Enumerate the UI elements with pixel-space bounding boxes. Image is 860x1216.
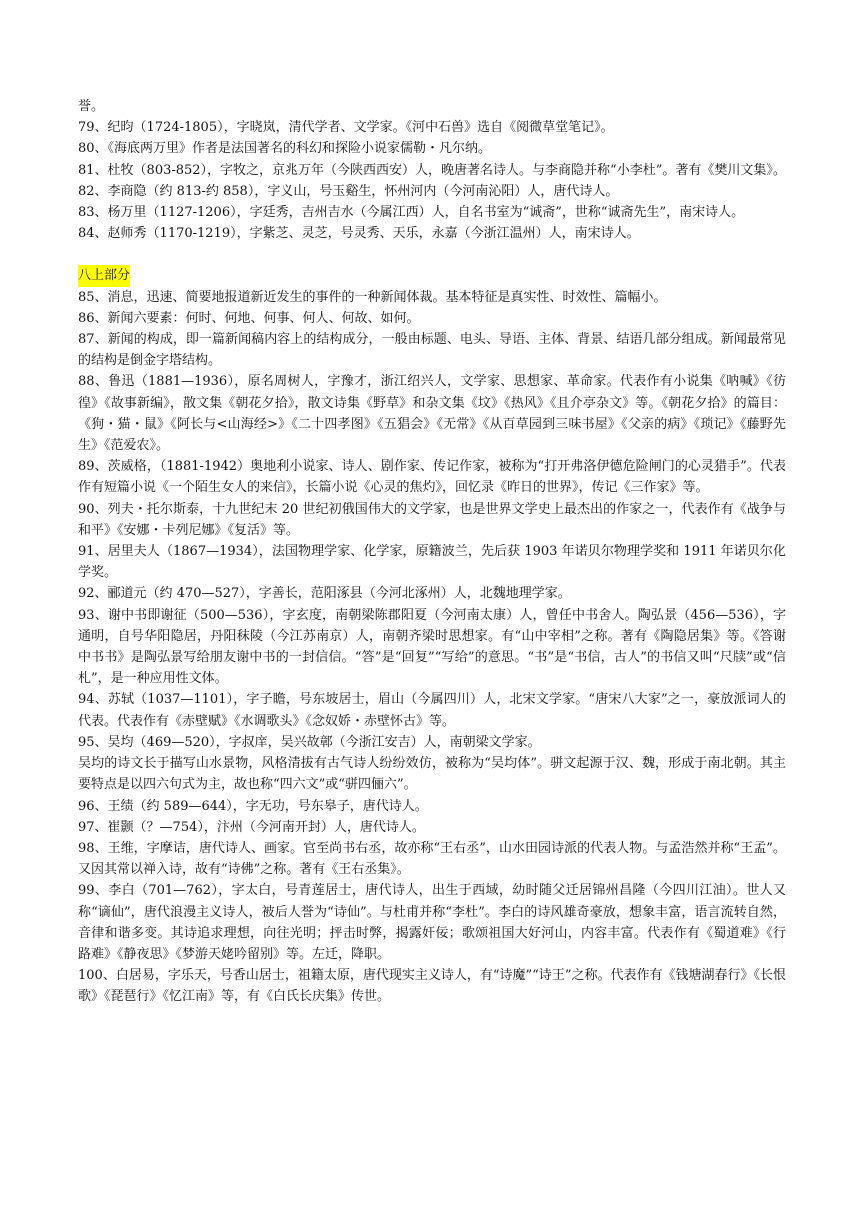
entries-block-b: [78, 287, 786, 1008]
entry-paragraph: 82、李商隐（约 813-约 858），字义山，号玉谿生，怀州河内（今河南沁阳）人，唐代诗人。: [78, 183, 619, 199]
entry-paragraph: 99、李白（701—762），字太白，号青莲居士，唐代诗人，出生于西域，幼时随父迁居锦州昌隆（今四川江油）。世人又称“谪仙”，唐代浪漫主义诗人，被后人誉为“诗仙”。与杜甫并称“李杜”。李白的诗风雄奇豪放，想象丰富，语言流转自然，音律和谐多变。其诗追求理想，向往光明；抨击时弊，揭露奸佞；歌颂祖国大好河山，内容丰富。代表作有《蜀道难》《行路难》《静夜思》《梦游天姥吟留别》等。左迁，降职。: [78, 883, 786, 962]
document-page: [78, 96, 786, 1008]
entry-paragraph: 誉。: [78, 99, 105, 114]
entry-paragraph: 79、纪昀（1724-1805），字晓岚，清代学者、文学家。《河中石兽》选自《阅微草堂笔记》。: [78, 120, 614, 136]
entry-paragraph: 89、茨威格，（1881-1942）奥地利小说家、诗人、剧作家、传记作家，被称为“打开弗洛伊德危险闸门的心灵猎手”。代表作有短篇小说《一个陌生女人的来信》，长篇小说《心灵的焦灼》，回忆录《昨日的世界》，传记《三作家》等。: [78, 459, 786, 496]
section-heading-row: [78, 265, 786, 286]
entry-paragraph: 93、谢中书即谢征（500—536），字玄度，南朝梁陈郡阳夏（今河南太康）人，曾任中书舍人。陶弘景（456—536），字通明，自号华阳隐居，丹阳秣陵（今江苏南京）人，南朝齐梁时思想家。有“山中宰相”之称。著有《陶隐居集》等。《答谢中书书》是陶弘景写给朋友谢中书的一封信信。“答”是“回复”“写给”的意思。“书”是“书信，古人”的书信又叫“尺牍”或“信札”，是一种应用性文体。: [78, 607, 786, 687]
entry-paragraph: 92、郦道元（约 470—527），字善长，范阳涿县（今河北涿州）人，北魏地理学家。: [78, 586, 571, 602]
entry-paragraph: 100、白居易，字乐天，号香山居士，祖籍太原，唐代现实主义诗人，有“诗魔”“诗王”之称。代表作有《钱塘湖春行》《长恨歌》《琵琶行》《忆江南》等，有《白氏长庆集》传世。: [78, 968, 786, 1005]
entry-paragraph: 88、鲁迅（1881—1936），原名周树人，字豫才，浙江绍兴人，文学家、思想家、革命家。代表作有小说集《呐喊》《彷徨》《故事新编》，散文集《朝花夕拾》，散文诗集《野草》和杂文集《坟》《热风》《且介亭杂文》等。《朝花夕拾》的篇目：《狗・猫・鼠》《阿长与<山海经>》《二十四孝图》《五猖会》《无常》《从百草园到三味书屋》《父亲的病》《琐记》《藤野先生》《范爱农》。: [78, 374, 786, 454]
entry-paragraph: 96、王绩（约 589—644），字无功，号东皋子，唐代诗人。: [78, 798, 428, 814]
entry-paragraph: 80、《海底两万里》作者是法国著名的科幻和探险小说家儒勒・凡尔纳。: [78, 141, 492, 157]
entry-paragraph: 95、吴均（469—520），字叔庠，吴兴故鄣（今浙江安吉）人，南朝梁文学家。: [78, 734, 541, 750]
entry-paragraph: 97、崔颢（？—754），汴州（今河南开封）人，唐代诗人。: [78, 819, 425, 835]
section-gap: [78, 244, 786, 265]
entry-paragraph: 86、新闻六要素：何时、何地、何事、何人、何故、如何。: [78, 310, 420, 326]
section-heading-bashang: 八上部分: [78, 265, 130, 286]
entry-paragraph: 94、苏轼（1037—1101），字子瞻，号东坡居士，眉山（今属四川）人，北宋文学家。“唐宋八大家”之一，豪放派词人的代表。代表作有《赤壁赋》《水调歌头》《念奴娇・赤壁怀古》等。: [78, 692, 786, 729]
entry-paragraph: 98、王维，字摩诘，唐代诗人、画家。官至尚书右丞，故亦称“王右丞”，山水田园诗派的代表人物。与孟浩然并称“王孟”。又因其常以禅入诗，故有“诗佛”之称。著有《王右丞集》。: [78, 840, 786, 878]
entry-paragraph: 91、居里夫人（1867—1934），法国物理学家、化学家，原籍波兰，先后获 1903 年诺贝尔物理学奖和 1911 年诺贝尔化学奖。: [78, 544, 786, 581]
entries-block-a: [78, 96, 786, 244]
entry-paragraph: 83、杨万里（1127-1206），字廷秀，吉州吉水（今属江西）人，自名书室为“诚斋”，世称“诚斋先生”，南宋诗人。: [78, 205, 745, 221]
entry-paragraph: 81、杜牧（803-852），字牧之，京兆万年（今陕西西安）人，晚唐著名诗人。与李商隐并称“小李杜”。著有《樊川文集》。: [78, 162, 786, 178]
entry-paragraph: 85、消息，迅速、简要地报道新近发生的事件的一种新闻体裁。基本特征是真实性、时效性、篇幅小。: [78, 289, 667, 305]
entry-paragraph: 吴均的诗文长于描写山水景物，风格清拔有古气诗人纷纷效仿，被称为“吴均体”。骈文起源于汉、魏，形成于南北朝。其主要特点是以四六句式为主，故也称“四六文”或“骈四俪六”。: [78, 756, 786, 793]
entry-paragraph: 87、新闻的构成，即一篇新闻稿内容上的结构成分，一般由标题、电头、导语、主体、背景、结语几部分组成。新闻最常见的结构是倒金字塔结构。: [78, 332, 786, 369]
entry-paragraph: 90、列夫・托尔斯泰，十九世纪末 20 世纪初俄国伟大的文学家，也是世界文学史上最杰出的作家之一，代表作有《战争与和平》《安娜・卡列尼娜》《复活》等。: [78, 501, 786, 538]
entry-paragraph: 84、赵师秀（1170-1219），字紫芝、灵芝，号灵秀、天乐，永嘉（今浙江温州）人，南宋诗人。: [78, 226, 640, 242]
